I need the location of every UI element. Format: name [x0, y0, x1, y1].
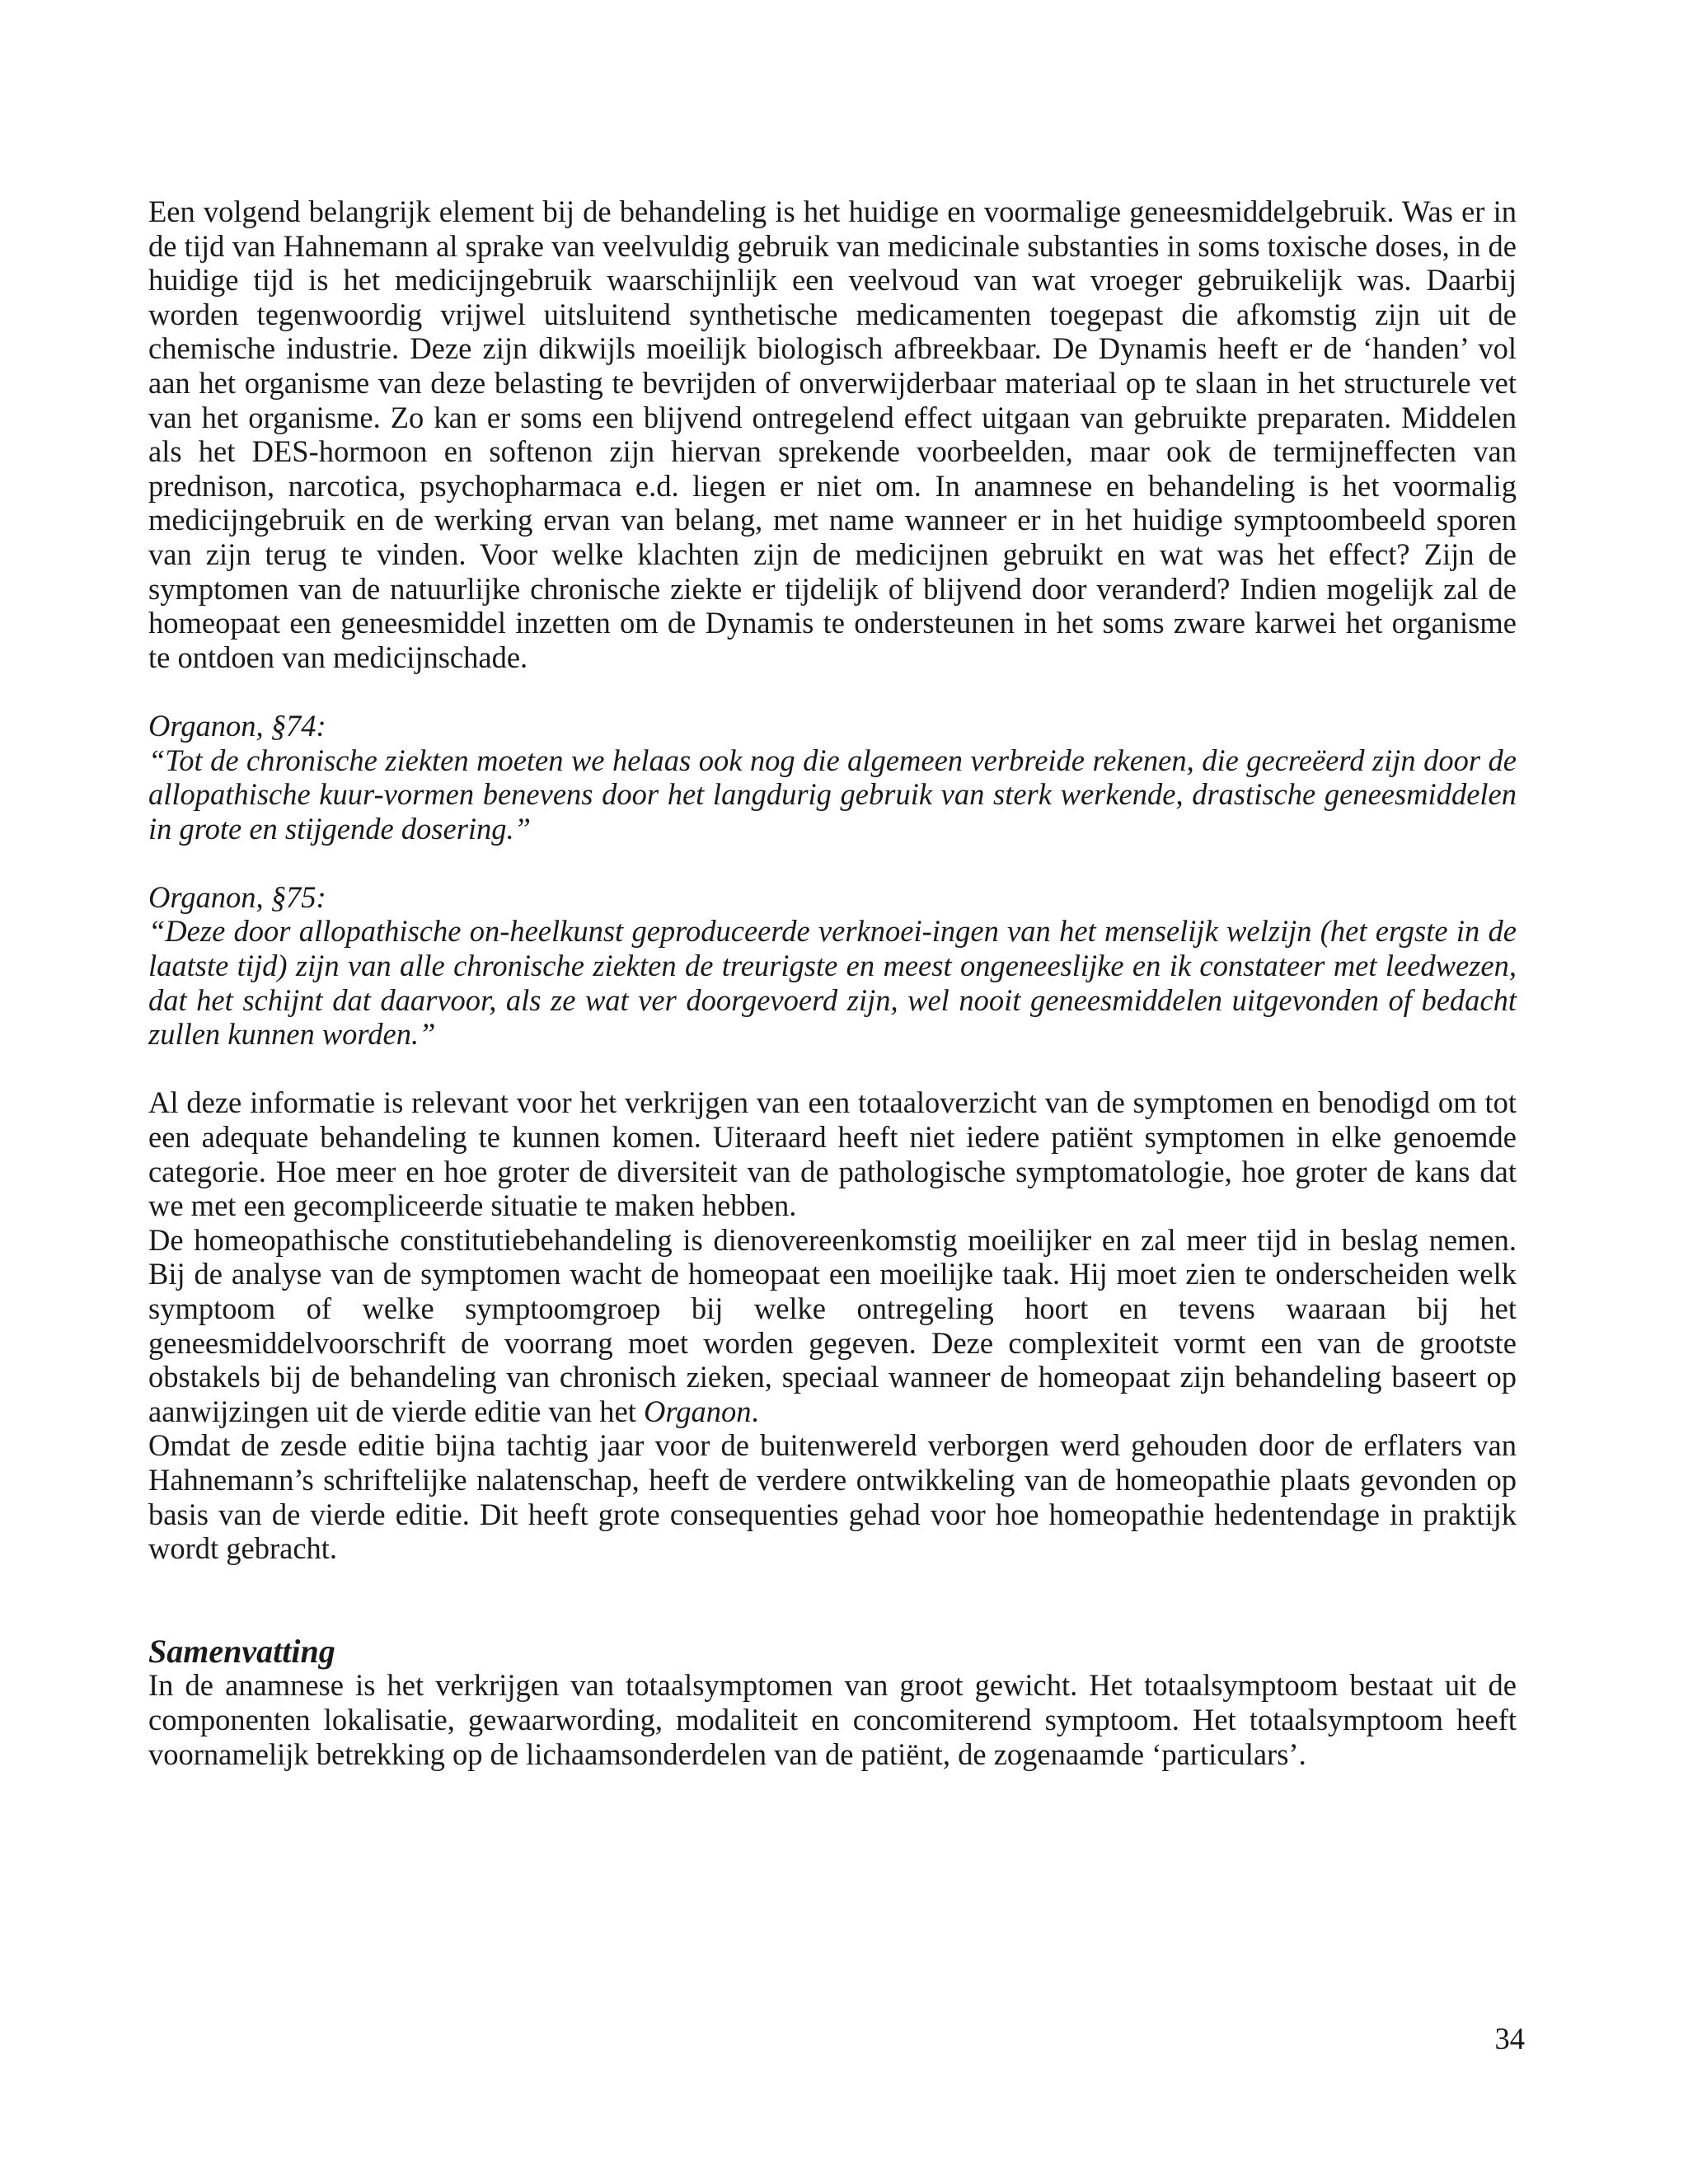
page-number: 34	[1494, 2022, 1525, 2055]
paragraph-text: De homeopathische constitutiebehandeling is dienovereenkomstig moeilijker en zal meer tijd in beslag nemen. Bij de analyse van de symptomen wacht de homeopaat een moeilijke taak. Hij moet zien te onderscheiden welk symptoom of welke symptoomgroep bij welke ontregeling hoort en tevens waaraan bij het geneesmiddelvoorschrift de voorrang moet worden gegeven. Deze complexiteit vormt een van de grootste obstakels bij de behandeling van chronisch zieken, speciaal wanneer de homeopaat zijn behandeling baseert op aanwijzingen uit de vierde editie van het	[148, 1222, 1517, 1428]
document-page	[148, 194, 1517, 1771]
spacer	[148, 674, 1517, 709]
paragraph-summary: In de anamnese is het verkrijgen van totaalsymptomen van groot gewicht. Het totaalsymptoom bestaat uit de componenten lokalisatie, gewaarwording, modaliteit en concomiterend symptoom. Het totaalsymptoom heeft voornamelijk betrekking op de lichaamsonderdelen van de patiënt, de zogenaamde ‘particulars’.	[148, 1668, 1517, 1771]
quote-reference-74: Organon, §74:	[148, 708, 326, 743]
paragraph-constitution-treatment	[148, 1223, 1517, 1429]
quote-reference-75: Organon, §75:	[148, 879, 326, 914]
quote-text-74: “Tot de chronische ziekten moeten we helaas ook nog die algemeen verbreide rekenen, die gecreëerd zijn door de allopathische kuur-vormen benevens door het langdurig gebruik van sterk werkende, drastische geneesmiddelen in grote en stijgende dosering.”	[148, 743, 1517, 846]
spacer	[148, 1052, 1517, 1086]
paragraph-medication-use: Een volgend belangrijk element bij de behandeling is het huidige en voormalige geneesmiddelgebruik. Was er in de tijd van Hahnemann al sprake van veelvuldig gebruik van medicinale substanties in soms toxische doses, in de huidige tijd is het medicijngebruik waarschijnlijk een veelvoud van wat vroeger gebruikelijk was. Daarbij worden tegenwoordig vrijwel uitsluitend synthetische medicamenten toegepast die afkomstig zijn uit de chemische industrie. Deze zijn dikwijls moeilijk biologisch afbreekbaar. De Dynamis heeft er de ‘handen’ vol aan het organisme van deze belasting te bevrijden of onverwijderbaar materiaal op te slaan in het structurele vet van het organisme. Zo kan er soms een blijvend ontregelend effect uitgaan van gebruikte preparaten. Middelen als het DES-hormoon en softenon zijn hiervan sprekende voorbeelden, maar ook de termijneffecten van prednison, narcotica, psychopharmaca e.d. liegen er niet om. In anamnese en behandeling is het voormalig medicijngebruik en de werking ervan van belang, met name wanneer er in het huidige symptoombeeld sporen van zijn terug te vinden. Voor welke klachten zijn de medicijnen gebruikt en wat was het effect? Zijn de symptomen van de natuurlijke chronische ziekte er tijdelijk of blijvend door veranderd? Indien mogelijk zal de homeopaat een geneesmiddel inzetten om de Dynamis te ondersteunen in het soms zware karwei het organisme te ontdoen van medicijnschade.	[148, 194, 1517, 674]
quote-text-75: “Deze door allopathische on-heelkunst geproduceerde verknoei-ingen van het menselijk welzijn (het ergste in de laatste tijd) zijn van alle chronische ziekten de treurigste en meest ongeneeslijke en ik constateer met leedwezen, dat het schijnt dat daarvoor, als ze wat ver doorgevoerd zijn, wel nooit geneesmiddelen uitgevonden of bedacht zullen kunnen worden.”	[148, 914, 1517, 1052]
paragraph-information-relevance: Al deze informatie is relevant voor het verkrijgen van een totaaloverzicht van de symptomen en benodigd om tot een adequate behandeling te kunnen komen. Uiteraard heeft niet iedere patiënt symptomen in elke genoemde categorie. Hoe meer en hoe groter de diversiteit van de pathologische symptomatologie, hoe groter de kans dat we met een gecompliceerde situatie te maken hebben.	[148, 1085, 1517, 1223]
paragraph-end: .	[751, 1394, 759, 1428]
organon-title: Organon	[644, 1394, 752, 1428]
section-heading-samenvatting: Samenvatting	[148, 1632, 335, 1670]
spacer	[148, 846, 1517, 880]
paragraph-sixth-edition: Omdat de zesde editie bijna tachtig jaar voor de buitenwereld verborgen werd gehouden door de erflaters van Hahnemann’s schriftelijke nalatenschap, heeft de verdere ontwikkeling van de homeopathie plaats gevonden op basis van de vierde editie. Dit heeft grote consequenties gehad voor hoe homeopathie hedentendage in praktijk wordt gebracht.	[148, 1428, 1517, 1566]
spacer	[148, 1566, 1517, 1634]
